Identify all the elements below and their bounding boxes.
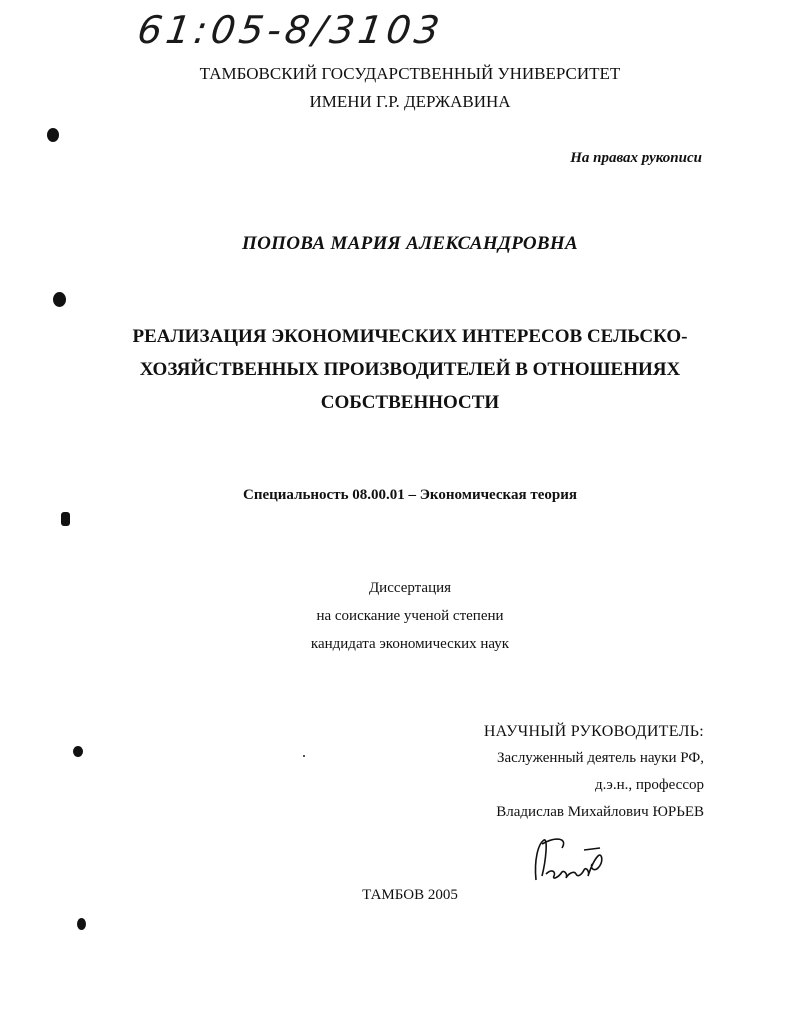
archive-code-handwritten: 61:05-8/3103 <box>134 8 447 52</box>
binding-hole-mark <box>61 512 70 526</box>
dissertation-label: Диссертация <box>368 580 452 596</box>
dissertation-degree-block <box>0 574 792 658</box>
binding-hole-mark <box>47 128 59 142</box>
degree-purpose: на соискание ученой степени <box>316 608 504 624</box>
university-name: ТАМБОВСКИЙ ГОСУДАРСТВЕННЫЙ УНИВЕРСИТЕТ <box>199 64 621 83</box>
university-name-line2: ИМЕНИ Г.Р. ДЕРЖАВИНА <box>309 92 511 111</box>
supervisor-block <box>484 718 704 826</box>
manuscript-note: На правах рукописи <box>570 150 702 166</box>
supervisor-degree: д.э.н., профессор <box>595 777 704 793</box>
author-name: ПОПОВА МАРИЯ АЛЕКСАНДРОВНА <box>242 233 578 254</box>
title-line-3: СОБСТВЕННОСТИ <box>320 392 500 413</box>
binding-hole-mark <box>73 746 83 757</box>
degree-name: кандидата экономических наук <box>310 636 510 652</box>
supervisor-heading: НАУЧНЫЙ РУКОВОДИТЕЛЬ: <box>483 723 704 740</box>
city-year: ТАМБОВ 2005 <box>362 887 458 903</box>
supervisor-name: Владислав Михайлович ЮРЬЕВ <box>496 804 704 820</box>
dissertation-title <box>0 320 792 419</box>
title-line-2: ХОЗЯЙСТВЕННЫХ ПРОИЗВОДИТЕЛЕЙ В ОТНОШЕНИЯХ <box>139 359 681 380</box>
supervisor-title: Заслуженный деятель науки РФ, <box>496 750 704 766</box>
binding-hole-mark <box>53 292 66 307</box>
author-signature <box>528 830 618 890</box>
binding-hole-mark <box>77 918 86 930</box>
scan-speck <box>303 755 305 757</box>
title-line-1: РЕАЛИЗАЦИЯ ЭКОНОМИЧЕСКИХ ИНТЕРЕСОВ СЕЛЬСКО- <box>132 326 688 347</box>
specialty: Специальность 08.00.01 – Экономическая теория <box>243 487 577 503</box>
